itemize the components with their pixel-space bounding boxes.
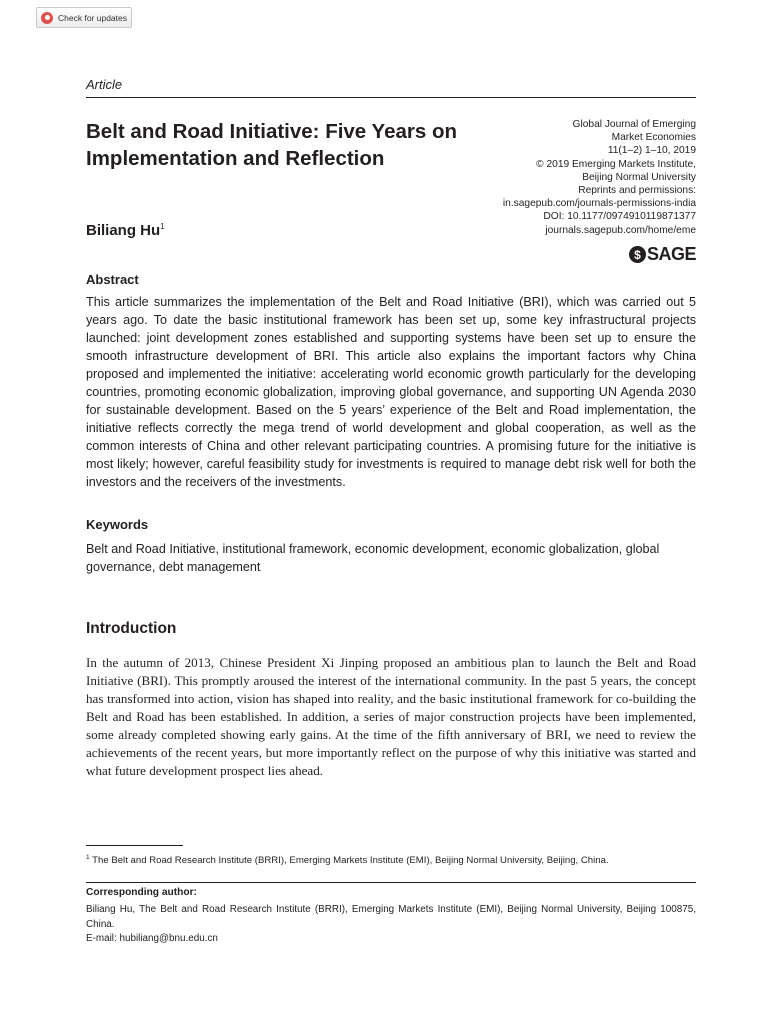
keywords-heading: Keywords <box>86 517 149 532</box>
keywords-text: Belt and Road Initiative, institutional framework, economic development, economic globalization, global governance, debt management <box>86 542 660 574</box>
article-type-label: Article <box>86 77 123 92</box>
journal-info-line: © 2019 Emerging Markets Institute, <box>536 158 696 170</box>
sage-mark-icon: $ <box>629 246 646 263</box>
check-for-updates-badge[interactable] <box>36 7 132 28</box>
corresponding-author-email[interactable]: E-mail: hubiliang@bnu.edu.cn <box>86 933 218 944</box>
footnote-divider <box>86 845 183 846</box>
journal-info-line: Reprints and permissions: <box>578 185 696 197</box>
corresponding-divider <box>86 882 696 883</box>
doi-link[interactable]: DOI: 10.1177/0974910119871377 <box>543 211 696 223</box>
header-divider <box>86 97 696 98</box>
journal-info-line: Global Journal of Emerging <box>572 119 696 130</box>
paper-title: Belt and Road Initiative: Five Years on Implementation and Reflection <box>86 120 458 170</box>
journal-info-line: Market Economies <box>611 132 696 144</box>
sage-logo-text: SAGE <box>647 244 697 264</box>
abstract-text: This article summarizes the implementation of the Belt and Road Initiative (BRI), which was carried out 5 years ago. To date the basic institutional framework has been set up, some key infrastructural projects launched: joint development zones established and supporting systems have been set up to ensure the smooth infrastructure development of BRI. This article also explains the important factors why China proposed and implemented the initiative: accelerating world economic growth particularly for the developing countries, promoting economic globalization, improving global governance, and supporting UN Agenda 2030 for sustainable development. Based on the 5 years’ experience of the Belt and Road implementation, the initiative reflects correctly the mega trend of world development and global cooperation, as well as the common interests of China and other relevant participating countries. A promising future for the initiative is most likely; however, careful feasibility study for investments is required to manage debt risk well for both the investors and the receivers of the investments. <box>86 295 696 489</box>
footnote-mark: 1 <box>86 854 90 861</box>
introduction-heading: Introduction <box>86 620 177 637</box>
journal-home-link[interactable]: journals.sagepub.com/home/eme <box>545 224 696 236</box>
introduction-text: In the autumn of 2013, Chinese President Xi Jinping proposed an ambitious plan to launch the Belt and Road Initiative (BRI). This promptly aroused the interest of the international community. In the past 5 years, the concept has transformed into action, vision has shaped into reality, and the basic institutional framework for co-building the Belt and Road has been established. In addition, a series of major construction projects have been implemented, some already completed showing early gains. At the time of the fifth anniversary of BRI, we need to review the achievements of the recent years, but more importantly reflect on the purpose of why this initiative was started and what future development prospect lies ahead. <box>86 655 696 778</box>
sage-logo <box>629 244 696 265</box>
author-name-text: Biliang Hu <box>86 222 161 239</box>
footnote-text: The Belt and Road Research Institute (BRRI), Emerging Markets Institute (EMI), Beijing Normal University, Beijing, China. <box>92 855 609 867</box>
journal-info-line: Beijing Normal University <box>582 171 696 183</box>
footnote <box>86 852 696 867</box>
corresponding-author-heading: Corresponding author: <box>86 887 197 898</box>
author-affiliation-mark: 1 <box>160 222 165 231</box>
corresponding-author-text: Biliang Hu, The Belt and Road Research Institute (BRRI), Emerging Markets Institute (EMI), Beijing Normal University, Beijing 100875, China. <box>86 904 696 930</box>
author-name <box>86 222 165 239</box>
permissions-link[interactable]: in.sagepub.com/journals-permissions-india <box>502 198 696 210</box>
abstract-heading: Abstract <box>86 272 139 287</box>
journal-info <box>466 118 696 237</box>
check-updates-icon <box>41 12 53 24</box>
check-for-updates-label: Check for updates <box>58 12 127 23</box>
journal-info-line: 11(1–2) 1–10, 2019 <box>607 145 696 157</box>
